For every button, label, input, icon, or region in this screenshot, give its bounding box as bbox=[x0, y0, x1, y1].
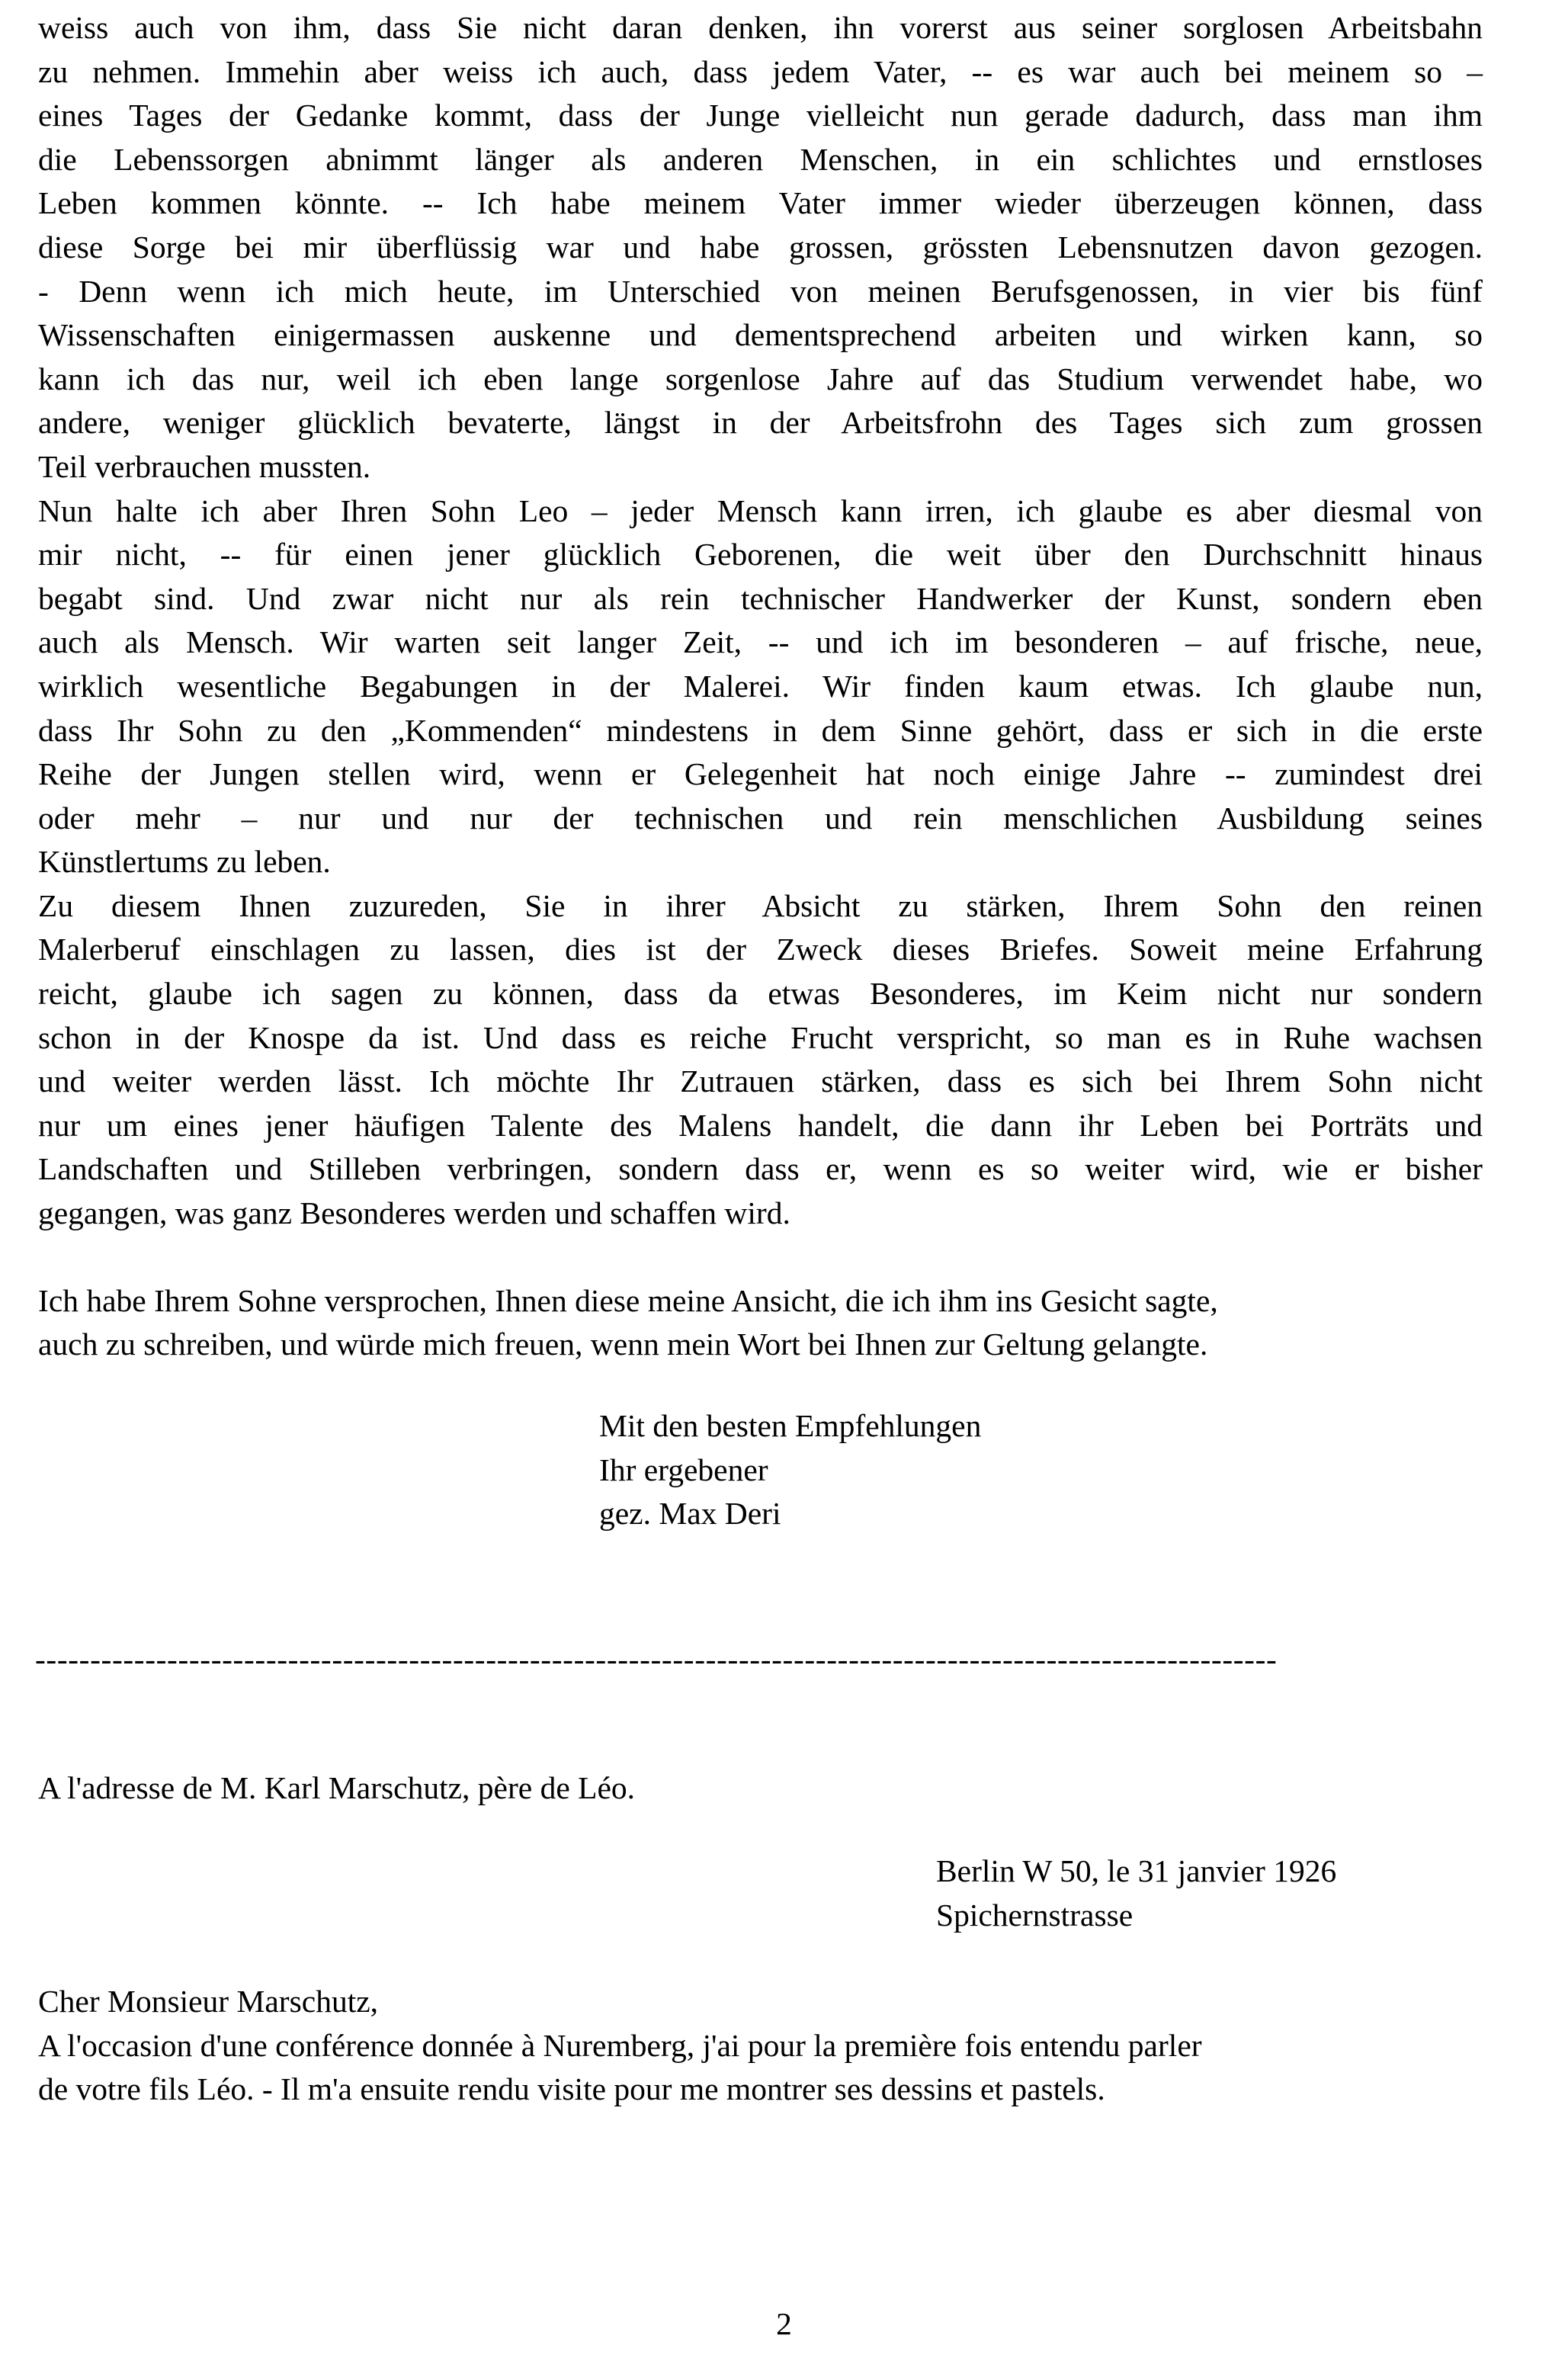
closing-line: Ihr ergebener bbox=[599, 1452, 768, 1487]
letter-closing bbox=[599, 1404, 981, 1536]
german-paragraph-2 bbox=[38, 489, 1483, 884]
text-line: Wissenschaften einigermassen auskenne und dementsprechend arbeiten und wirken kann, so bbox=[38, 317, 1483, 353]
text-line: auch zu schreiben, und würde mich freuen, wenn mein Wort bei Ihnen zur Geltung gelangte. bbox=[38, 1327, 1208, 1362]
text-line: Landschaften und Stilleben verbringen, sondern dass er, wenn es so weiter wird, wie er bisher bbox=[38, 1151, 1483, 1187]
text-line: gegangen, was ganz Besonderes werden und schaffen wird. bbox=[38, 1195, 790, 1231]
document-page bbox=[38, 6, 1483, 1367]
text-line: Teil verbrauchen mussten. bbox=[38, 448, 371, 484]
text-line: Zu diesem Ihnen zuzureden, Sie in ihrer Absicht zu stärken, Ihrem Sohn den reinen bbox=[38, 887, 1483, 923]
closing-line: Mit den besten Empfehlungen bbox=[599, 1408, 982, 1443]
text-line: nur um eines jener häufigen Talente des Malens handelt, die dann ihr Leben bei Porträts und bbox=[38, 1107, 1483, 1143]
text-line: Leben kommen könnte. -- Ich habe meinem Vater immer wieder überzeugen können, dass bbox=[38, 185, 1483, 221]
german-paragraph-1 bbox=[38, 6, 1483, 489]
french-letter-body bbox=[38, 1980, 1483, 2112]
text-line: - Denn wenn ich mich heute, im Unterschied von meinen Berufsgenossen, in vier bis fünf bbox=[38, 273, 1483, 309]
text-line: de votre fils Léo. - Il m'a ensuite rendu visite pour me montrer ses dessins et pastels. bbox=[38, 2071, 1105, 2107]
text-line: kann ich das nur, weil ich eben lange sorgenlose Jahre auf das Studium verwendet habe, wo bbox=[38, 361, 1483, 396]
french-address-line: A l'adresse de M. Karl Marschutz, père de Léo. bbox=[38, 1770, 636, 1805]
text-line: Ich habe Ihrem Sohne versprochen, Ihnen diese meine Ansicht, die ich ihm ins Gesicht sagte, bbox=[38, 1282, 1218, 1318]
text-line: wirklich wesentliche Begabungen in der Malerei. Wir finden kaum etwas. Ich glaube nun, bbox=[38, 668, 1483, 704]
text-line: A l'occasion d'une conférence donnée à Nuremberg, j'ai pour la première fois entendu parler bbox=[38, 2027, 1202, 2063]
salutation: Cher Monsieur Marschutz, bbox=[38, 1984, 379, 2019]
signature-line: gez. Max Deri bbox=[599, 1496, 781, 1532]
date-line: Berlin W 50, le 31 janvier 1926 bbox=[936, 1853, 1337, 1888]
text-line: andere, weniger glücklich bevaterte, längst in der Arbeitsfrohn des Tages sich zum grossen bbox=[38, 405, 1483, 441]
page-number: 2 bbox=[776, 2306, 792, 2341]
text-line: Malerberuf einschlagen zu lassen, dies ist der Zweck dieses Briefes. Soweit meine Erfahrung bbox=[38, 932, 1483, 967]
german-paragraph-4 bbox=[38, 1279, 1483, 1367]
paragraph-spacer bbox=[38, 1236, 1483, 1279]
text-line: die Lebenssorgen abnimmt länger als anderen Menschen, in ein schlichtes und ernstloses bbox=[38, 141, 1483, 177]
street-line: Spichernstrasse bbox=[936, 1897, 1134, 1933]
text-line: und weiter werden lässt. Ich möchte Ihr Zutrauen stärken, dass es sich bei Ihrem Sohn nicht bbox=[38, 1064, 1483, 1099]
text-line: oder mehr – nur und nur der technischen und rein menschlichen Ausbildung seines bbox=[38, 800, 1483, 836]
text-line: dass Ihr Sohn zu den „Kommenden“ mindestens in dem Sinne gehört, dass er sich in die erste bbox=[38, 712, 1483, 748]
section-divider: ----------------------------------------------------------------------------------------------------------------- bbox=[35, 1641, 1278, 1676]
german-paragraph-3 bbox=[38, 884, 1483, 1236]
text-line: Nun halte ich aber Ihren Sohn Leo – jeder Mensch kann irren, ich glaube es aber diesmal von bbox=[38, 492, 1483, 528]
text-line: diese Sorge bei mir überflüssig war und habe grossen, grössten Lebensnutzen davon gezogen. bbox=[38, 229, 1483, 265]
text-line: begabt sind. Und zwar nicht nur als rein technischer Handwerker der Kunst, sondern eben bbox=[38, 580, 1483, 616]
text-line: mir nicht, -- für einen jener glücklich Geborenen, die weit über den Durchschnitt hinaus bbox=[38, 537, 1483, 573]
text-line: zu nehmen. Immehin aber weiss ich auch, dass jedem Vater, -- es war auch bei meinem so – bbox=[38, 53, 1483, 89]
text-line: schon in der Knospe da ist. Und dass es reiche Frucht verspricht, so man es in Ruhe wachsen bbox=[38, 1019, 1483, 1055]
text-line: reicht, glaube ich sagen zu können, dass da etwas Besonderes, im Keim nicht nur sondern bbox=[38, 976, 1483, 1012]
text-line: eines Tages der Gedanke kommt, dass der Junge vielleicht nun gerade dadurch, dass man ihm bbox=[38, 98, 1483, 133]
text-line: auch als Mensch. Wir warten seit langer Zeit, -- und ich im besonderen – auf frische, neue, bbox=[38, 624, 1483, 660]
text-line: Künstlertums zu leben. bbox=[38, 844, 331, 880]
french-dateline bbox=[936, 1850, 1336, 1937]
text-line: weiss auch von ihm, dass Sie nicht daran denken, ihn vorerst aus seiner sorglosen Arbeitsbahn bbox=[38, 10, 1483, 45]
text-line: Reihe der Jungen stellen wird, wenn er Gelegenheit hat noch einige Jahre -- zumindest drei bbox=[38, 756, 1483, 792]
